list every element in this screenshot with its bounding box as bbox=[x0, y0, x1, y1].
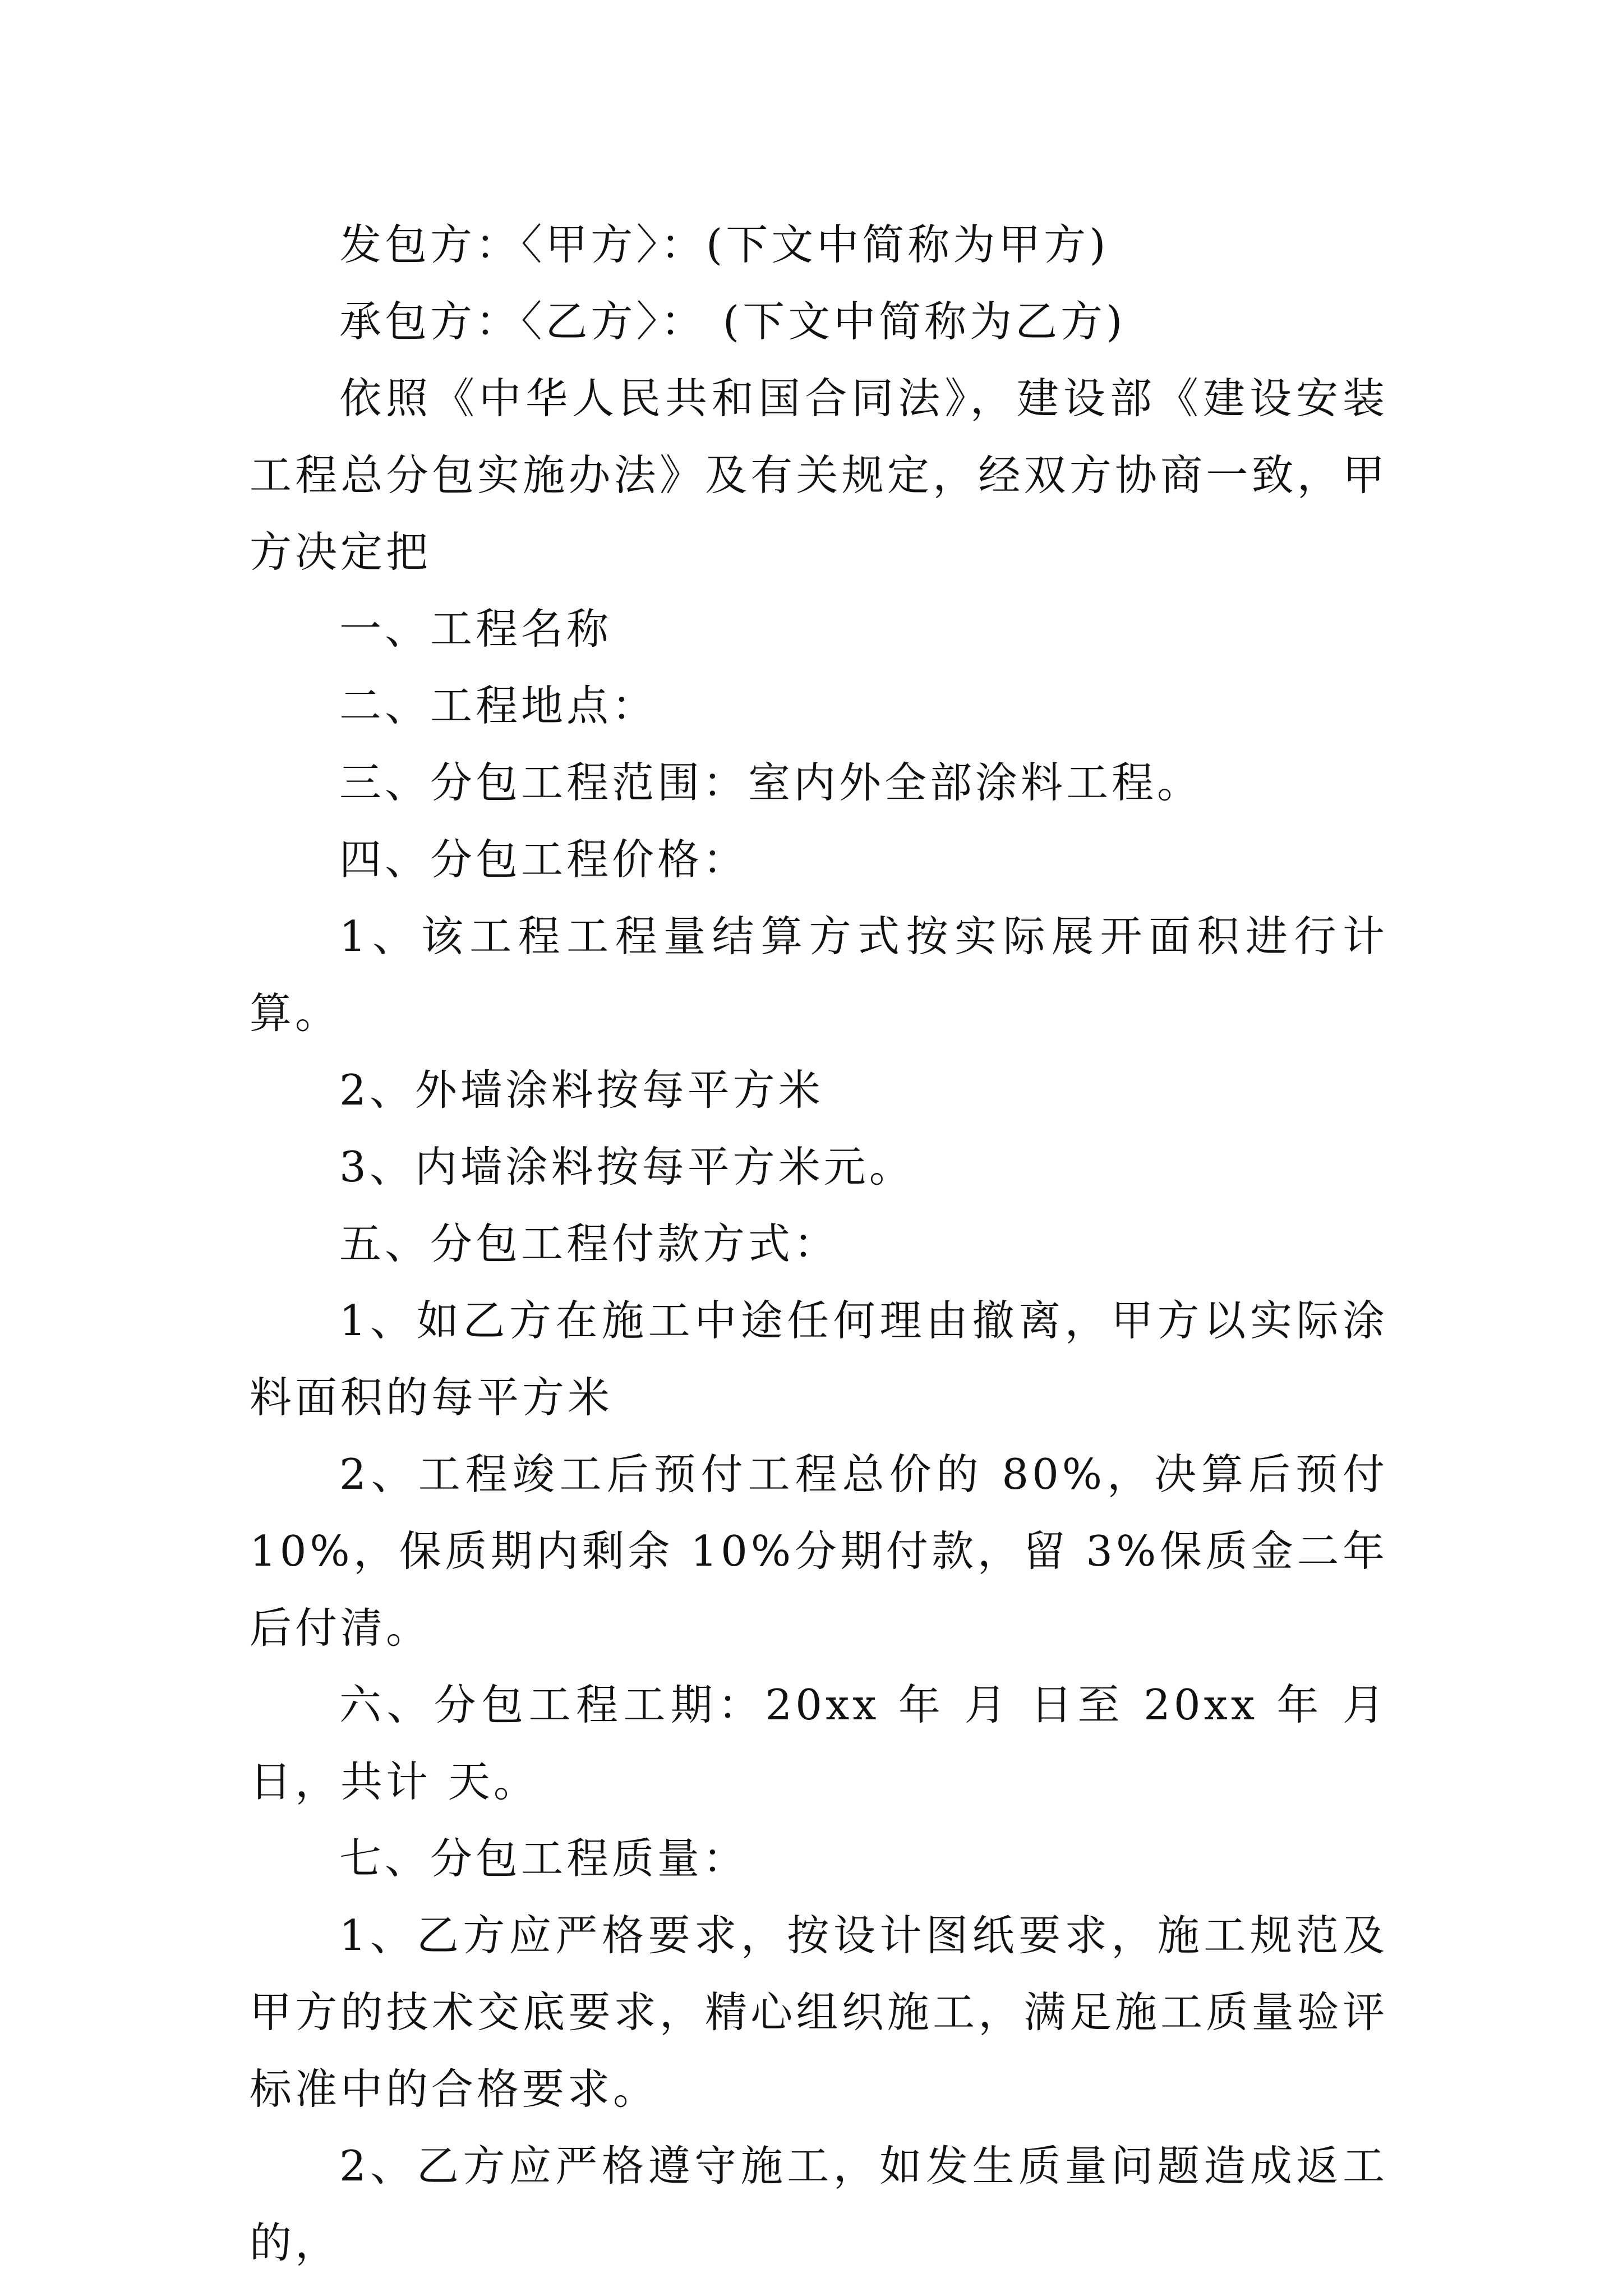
paragraph-project-name: 一、工程名称 bbox=[339, 604, 612, 654]
paragraph-party-b: 承包方：〈乙方〉： (下文中简称为乙方) bbox=[339, 297, 1126, 346]
paragraph-party-a: 发包方：〈甲方〉：(下文中简称为甲方) bbox=[339, 220, 1109, 269]
paragraph-price-2: 2、外墙涂料按每平方米 bbox=[339, 1065, 824, 1115]
paragraph-payment-heading: 五、分包工程付款方式： bbox=[339, 1219, 840, 1268]
paragraph-scope: 三、分包工程范围：室内外全部涂料工程。 bbox=[339, 758, 1203, 807]
document-body bbox=[250, 206, 1388, 2281]
paragraph-project-location: 二、工程地点： bbox=[339, 681, 658, 730]
paragraph-schedule: 六、分包工程工期：20xx 年 月 日至 20xx 年 月 日，共计 天。 bbox=[250, 1680, 1388, 1806]
paragraph-price-1: 1、该工程工程量结算方式按实际展开面积进行计算。 bbox=[250, 912, 1388, 1038]
paragraph-quality-2: 2、乙方应严格遵守施工，如发生质量问题造成返工的， bbox=[250, 2141, 1388, 2267]
paragraph-price-heading: 四、分包工程价格： bbox=[339, 835, 749, 884]
paragraph-basis: 依照《中华人民共和国合同法》，建设部《建设安装工程总分包实施办法》及有关规定，经双方协商一致，甲方决定把 bbox=[250, 374, 1388, 577]
paragraph-payment-2: 2、工程竣工后预付工程总价的 80%，决算后预付 10%，保质期内剩余 10%分期付款，留 3%保质金二年后付清。 bbox=[250, 1450, 1388, 1653]
paragraph-price-3: 3、内墙涂料按每平方米元。 bbox=[339, 1142, 915, 1191]
paragraph-quality-heading: 七、分包工程质量： bbox=[339, 1834, 749, 1883]
paragraph-quality-1: 1、乙方应严格要求，按设计图纸要求，施工规范及甲方的技术交底要求，精心组织施工，满足施工质量验评标准中的合格要求。 bbox=[250, 1911, 1388, 2114]
paragraph-payment-1: 1、如乙方在施工中途任何理由撤离，甲方以实际涂料面积的每平方米 bbox=[250, 1296, 1388, 1422]
